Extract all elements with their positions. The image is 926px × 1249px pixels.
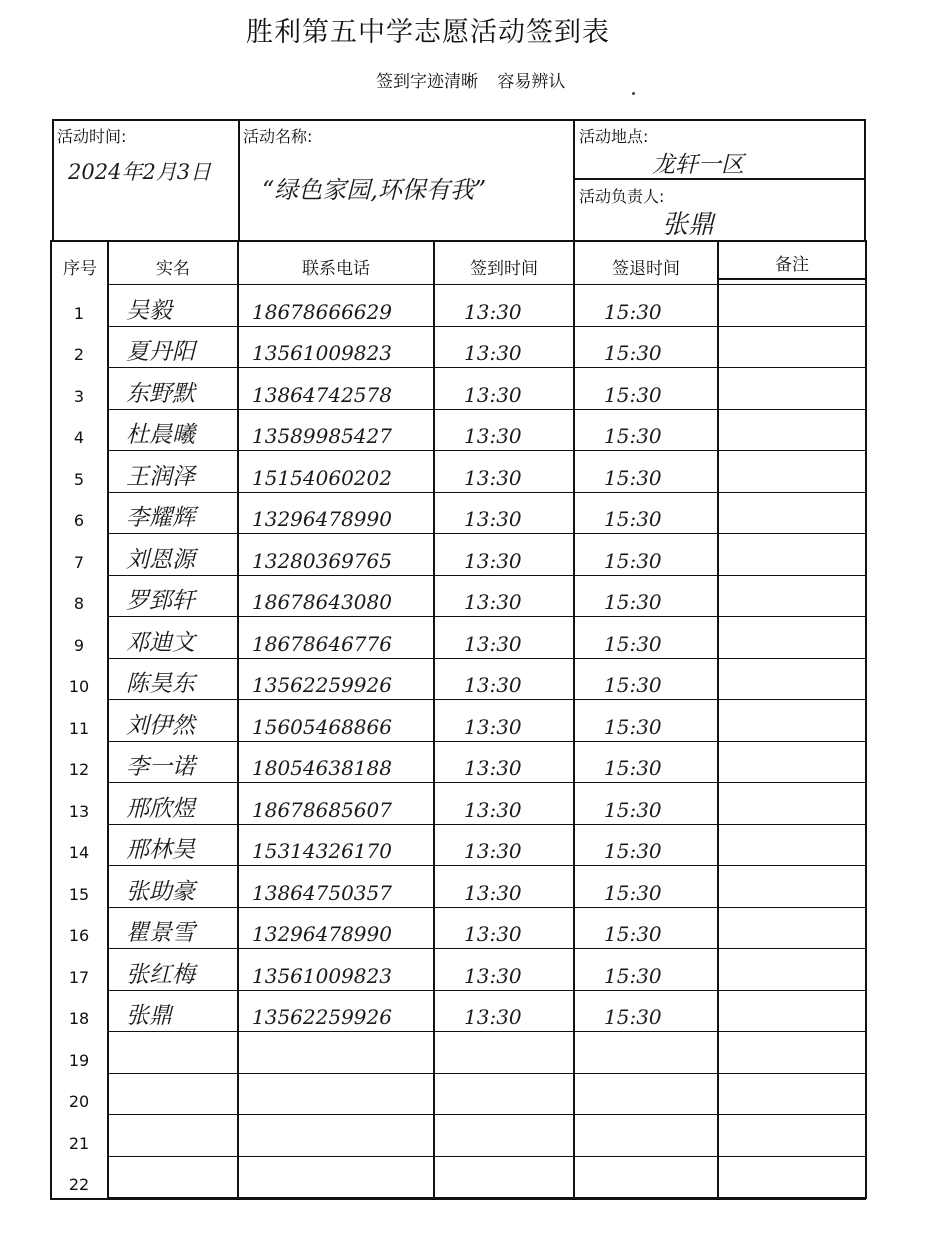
column-header-note: 备注 [775, 255, 809, 275]
row-name [108, 1114, 238, 1155]
row-note [718, 782, 866, 823]
row-index: 13 [68, 801, 90, 821]
row-checkin: 13:30 [464, 839, 522, 863]
row-checkin: 13:30 [464, 299, 522, 324]
grid-line [237, 240, 239, 1199]
row-note [718, 575, 866, 616]
row-index: 10 [68, 677, 90, 696]
row-index: 3 [73, 386, 85, 406]
row-phone: 15154060202 [252, 465, 392, 490]
row-phone: 18054638188 [252, 756, 392, 780]
grid-line [50, 240, 866, 242]
row-note [718, 699, 866, 740]
row-note [718, 865, 866, 906]
row-checkin: 13:30 [464, 880, 522, 905]
row-checkout [574, 1031, 718, 1072]
row-phone [238, 1031, 434, 1072]
row-checkin: 13:30 [464, 673, 522, 697]
row-note [718, 658, 866, 699]
row-name: 刘恩源 [126, 546, 195, 573]
row-phone [238, 1073, 434, 1114]
grid-line [574, 178, 865, 180]
row-note [718, 367, 866, 408]
row-checkout: 15:30 [604, 424, 662, 448]
activity-time-label: 活动时间: [57, 127, 127, 146]
row-phone [238, 1114, 434, 1155]
grid-line [50, 1198, 866, 1200]
grid-line [108, 326, 866, 327]
row-checkin: 13:30 [464, 590, 522, 614]
row-index: 8 [73, 594, 85, 613]
row-note [718, 326, 866, 367]
row-checkout: 15:30 [604, 839, 662, 863]
row-index: 18 [68, 1009, 90, 1028]
row-checkout: 15:30 [604, 797, 662, 822]
grid-line [108, 824, 866, 825]
row-phone: 13589985427 [252, 424, 392, 448]
row-name: 邢林昊 [126, 837, 195, 863]
row-index: 22 [68, 1175, 90, 1194]
row-phone: 15605468866 [252, 714, 392, 739]
row-index: 5 [73, 469, 85, 489]
row-note [718, 1114, 866, 1155]
row-index: 21 [68, 1133, 90, 1153]
row-index: 7 [73, 552, 85, 572]
activity-leader-label: 活动负责人: [579, 187, 665, 206]
column-header-checkin: 签到时间 [470, 259, 538, 279]
grid-line [108, 409, 866, 410]
row-checkout: 15:30 [604, 714, 662, 739]
row-phone: 13561009823 [252, 341, 392, 365]
row-note [718, 907, 866, 948]
row-checkin: 13:30 [464, 963, 522, 988]
grid-line [52, 119, 54, 240]
grid-line [108, 533, 866, 534]
row-note [718, 284, 866, 325]
grid-line [108, 658, 866, 659]
row-checkin: 13:30 [464, 465, 522, 490]
row-phone: 13864742578 [252, 382, 392, 407]
row-checkout: 15:30 [604, 673, 662, 697]
row-checkout [574, 1073, 718, 1114]
row-name: 瞿景雪 [126, 920, 195, 946]
row-name: 李耀辉 [126, 505, 195, 531]
row-checkin: 13:30 [464, 922, 522, 946]
row-name: 张红梅 [126, 961, 195, 988]
row-note [718, 990, 866, 1031]
activity-place-value: 龙轩一区 [652, 152, 744, 178]
grid-line [108, 907, 866, 908]
grid-line [433, 240, 435, 1199]
row-checkout: 15:30 [604, 507, 662, 531]
row-checkout: 15:30 [604, 382, 662, 407]
ink-dot [632, 92, 635, 95]
row-note [718, 1156, 866, 1197]
activity-name-label: 活动名称: [243, 127, 313, 146]
column-header-checkout: 签退时间 [612, 259, 680, 279]
row-checkin: 13:30 [464, 424, 522, 448]
activity-name-value: “绿色家园,环保有我” [262, 176, 487, 204]
row-name: 邓迪文 [126, 629, 195, 656]
row-checkin: 13:30 [464, 507, 522, 531]
row-note [718, 409, 866, 450]
row-checkout: 15:30 [604, 922, 662, 946]
grid-line [108, 948, 866, 949]
row-checkout: 15:30 [604, 963, 662, 988]
grid-line [108, 990, 866, 991]
row-phone: 18678646776 [252, 631, 392, 656]
grid-line [52, 119, 865, 121]
row-phone: 13296478990 [252, 507, 392, 531]
grid-line [238, 119, 240, 240]
row-checkin [434, 1073, 574, 1114]
grid-line [108, 865, 866, 866]
row-checkin: 13:30 [464, 797, 522, 822]
grid-line [108, 782, 866, 783]
row-note [718, 948, 866, 989]
row-checkout [574, 1156, 718, 1197]
row-note [718, 616, 866, 657]
row-checkin [434, 1114, 574, 1155]
row-checkout: 15:30 [604, 465, 662, 490]
grid-line [50, 240, 52, 1199]
grid-line [108, 492, 866, 493]
column-header-index: 序号 [63, 259, 97, 279]
row-phone: 18678643080 [252, 590, 392, 614]
row-index: 2 [73, 345, 85, 364]
row-index: 11 [68, 718, 90, 738]
row-index: 4 [73, 428, 85, 447]
row-note [718, 824, 866, 865]
row-phone: 13561009823 [252, 963, 392, 988]
grid-line [108, 575, 866, 576]
row-note [718, 492, 866, 533]
row-note [718, 450, 866, 491]
row-phone: 15314326170 [252, 839, 392, 863]
row-note [718, 1031, 866, 1072]
row-note [718, 741, 866, 782]
row-name: 东野默 [126, 380, 195, 407]
row-name: 罗郅轩 [126, 588, 195, 614]
row-checkin: 13:30 [464, 714, 522, 739]
row-checkout: 15:30 [604, 880, 662, 905]
row-checkin: 13:30 [464, 382, 522, 407]
grid-line [573, 119, 575, 240]
grid-line [717, 240, 719, 1199]
grid-line [108, 616, 866, 617]
grid-line [108, 1073, 866, 1074]
row-name: 吴毅 [126, 297, 172, 324]
row-name [108, 1031, 238, 1072]
row-checkout: 15:30 [604, 341, 662, 365]
row-index: 16 [68, 926, 90, 945]
row-checkin [434, 1156, 574, 1197]
row-checkout: 15:30 [604, 590, 662, 614]
row-name: 杜晨曦 [126, 422, 195, 448]
row-checkout: 15:30 [604, 631, 662, 656]
grid-line [108, 450, 866, 451]
row-phone: 13864750357 [252, 880, 392, 905]
row-name: 李一诺 [126, 754, 195, 780]
row-phone: 13296478990 [252, 922, 392, 946]
row-checkin: 13:30 [464, 756, 522, 780]
row-phone: 13562259926 [252, 673, 392, 697]
row-index: 1 [73, 303, 85, 323]
row-index: 12 [68, 760, 90, 779]
row-name [108, 1073, 238, 1114]
row-index: 6 [73, 511, 85, 530]
row-note [718, 1073, 866, 1114]
row-checkin: 13:30 [464, 631, 522, 656]
row-checkout: 15:30 [604, 548, 662, 573]
column-header-phone: 联系电话 [302, 259, 370, 279]
row-checkout [574, 1114, 718, 1155]
row-checkout: 15:30 [604, 756, 662, 780]
row-name: 陈昊东 [126, 671, 195, 697]
row-name: 夏丹阳 [126, 339, 195, 365]
activity-time-value: 2024年2月3日 [68, 160, 212, 184]
row-index: 19 [68, 1050, 90, 1070]
column-header-name: 实名 [156, 259, 190, 279]
grid-line [108, 741, 866, 742]
row-index: 17 [68, 967, 90, 987]
row-name [108, 1156, 238, 1197]
grid-line [864, 119, 866, 240]
row-name: 张助豪 [126, 878, 195, 905]
row-index: 15 [68, 884, 90, 904]
row-checkin: 13:30 [464, 1005, 522, 1029]
grid-line [718, 278, 866, 280]
row-name: 刘伊然 [126, 712, 195, 739]
row-phone: 13280369765 [252, 548, 392, 573]
grid-line [108, 367, 866, 368]
row-checkin: 13:30 [464, 548, 522, 573]
grid-line [108, 1031, 866, 1032]
row-phone [238, 1156, 434, 1197]
row-phone: 18678685607 [252, 797, 392, 822]
row-name: 张鼎 [126, 1003, 172, 1029]
row-note [718, 533, 866, 574]
grid-line [108, 1114, 866, 1115]
row-checkin: 13:30 [464, 341, 522, 365]
grid-line [108, 1156, 866, 1157]
row-checkin [434, 1031, 574, 1072]
row-checkout: 15:30 [604, 299, 662, 324]
grid-line [108, 699, 866, 700]
row-index: 9 [73, 635, 85, 655]
activity-leader-value: 张鼎 [662, 210, 715, 240]
page-title: 胜利第五中学志愿活动签到表 [246, 17, 610, 48]
grid-line [865, 240, 867, 1199]
grid-line [107, 240, 109, 1199]
row-name: 邢欣煜 [126, 795, 195, 822]
grid-line [108, 284, 866, 285]
activity-place-label: 活动地点: [579, 127, 649, 146]
row-phone: 18678666629 [252, 299, 392, 324]
row-phone: 13562259926 [252, 1005, 392, 1029]
page-subtitle: 签到字迹清晰 容易辨认 [376, 72, 566, 92]
row-index: 20 [68, 1092, 90, 1111]
row-name: 王润泽 [126, 463, 195, 490]
grid-line [573, 240, 575, 1199]
row-index: 14 [68, 843, 90, 862]
row-checkout: 15:30 [604, 1005, 662, 1029]
